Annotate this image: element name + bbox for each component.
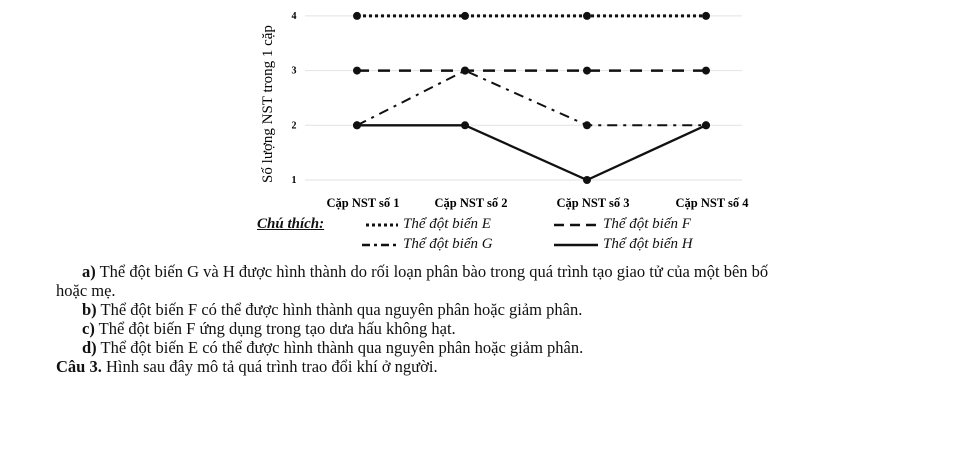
data-point [353, 121, 361, 129]
statement-b-label: b) [82, 300, 97, 319]
series-lines [357, 16, 706, 180]
question-text: Hình sau đây mô tả quá trình trao đổi khí ở người. [101, 357, 438, 376]
legend-swatch-dashed [553, 222, 599, 228]
legend-item-e [365, 216, 491, 233]
statement-b [56, 300, 946, 319]
statement-d-text: Thể đột biến E có thể được hình thành qua nguyên phân hoặc giảm phân. [96, 338, 584, 357]
legend-label-g: Thể đột biến G [403, 236, 493, 252]
question-label: Câu 3. [56, 357, 102, 376]
data-point [461, 67, 469, 75]
x-tick-label: Cặp NST số 2 [434, 196, 508, 210]
data-point [461, 121, 469, 129]
y-tick-label: 2 [291, 120, 297, 132]
legend-swatch-solid [553, 242, 599, 248]
chart-gridlines [305, 16, 742, 180]
y-tick-label: 4 [291, 10, 297, 22]
y-tick-label: 3 [291, 65, 297, 77]
legend-swatch-dash-dot [361, 242, 399, 248]
data-point [353, 12, 361, 20]
x-tick-label: Cặp NST số 1 [326, 196, 400, 210]
y-tick-labels [292, 11, 297, 186]
data-point [583, 67, 591, 75]
series-line-3 [357, 71, 706, 126]
statement-a [56, 262, 946, 281]
data-point [702, 12, 710, 20]
data-point [583, 12, 591, 20]
legend-item-g [361, 236, 493, 253]
x-tick-labels [326, 196, 749, 210]
data-point [702, 121, 710, 129]
legend-label-f: Thể đột biến F [603, 216, 691, 232]
legend-item-h [553, 236, 693, 253]
series-points [353, 12, 710, 184]
data-point [353, 67, 361, 75]
question-3 [56, 357, 946, 376]
legend-label-h: Thể đột biến H [603, 236, 693, 252]
data-point [461, 12, 469, 20]
series-line-4 [357, 125, 706, 180]
chromosome-line-chart [0, 0, 968, 215]
statement-a-label: a) [82, 262, 96, 281]
statement-c [56, 319, 946, 338]
legend-title: Chú thích: [257, 216, 325, 232]
legend-label-e: Thể đột biến E [403, 216, 491, 232]
statement-b-text: Thể đột biến F có thể được hình thành qua nguyên phân hoặc giảm phân. [96, 300, 583, 319]
legend-swatch-dotted [365, 222, 399, 228]
y-tick-label: 1 [291, 175, 297, 186]
statement-c-label: c) [82, 319, 95, 338]
x-tick-label: Cặp NST số 4 [675, 196, 749, 210]
data-point [702, 67, 710, 75]
data-point [583, 176, 591, 184]
statement-d [56, 338, 946, 357]
x-tick-label: Cặp NST số 3 [556, 196, 630, 210]
data-point [583, 121, 591, 129]
statements [56, 262, 946, 376]
statement-c-text: Thể đột biến F ứng dụng trong tạo dưa hấu không hạt. [94, 319, 456, 338]
legend-item-f [553, 216, 691, 233]
statement-a-text: Thể đột biến G và H được hình thành do rối loạn phân bào trong quá trình tạo giao tử của một bên bố [95, 262, 769, 281]
legend [257, 216, 777, 256]
statement-a-continued: hoặc mẹ. [56, 281, 116, 300]
y-axis-label: Số lượng NST trong 1 cặp [260, 25, 276, 183]
statement-d-label: d) [82, 338, 97, 357]
